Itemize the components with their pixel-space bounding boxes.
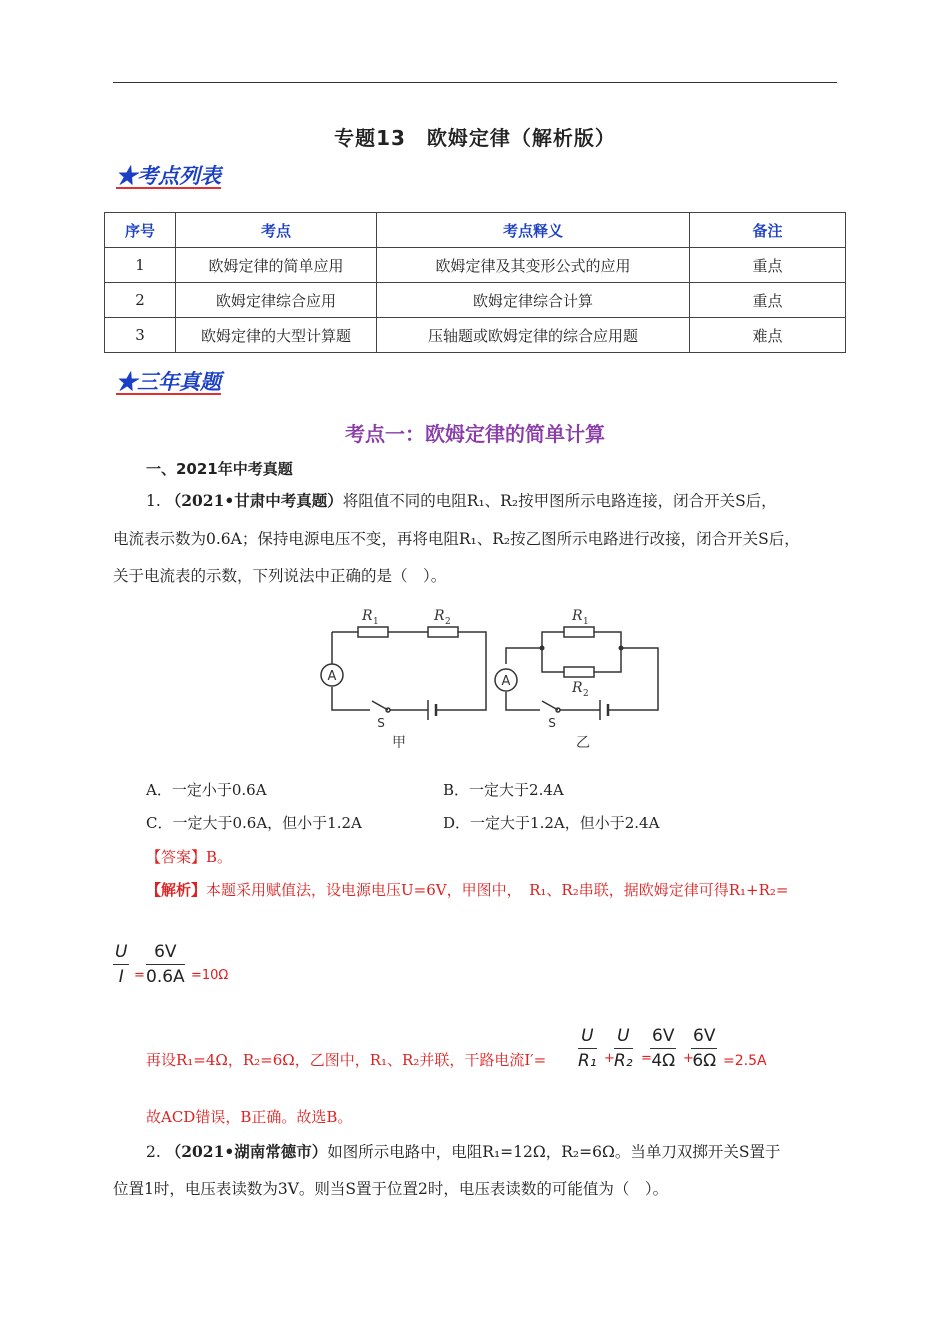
analysis-text: 本题采用赋值法，设电源电压U=6V，甲图中， R₁、R₂串联，据欧姆定律可得R₁+R₂= [206, 881, 789, 899]
eq2-f3-num: 6V [650, 1026, 676, 1049]
heading-key-points: ★考点列表 [116, 163, 221, 188]
table-header-cell: 考点 [176, 213, 377, 248]
circuit-jia-ammeter: A [327, 669, 337, 684]
question-text: 如图所示电路中，电阻R₁=12Ω，R₂=6Ω。当单刀双掷开关S置于 [327, 1143, 781, 1161]
eq2-fraction-6v-over-6ohm [691, 1026, 717, 1071]
table-cell: 难点 [690, 318, 846, 353]
eq2-fraction-u-over-r2 [614, 1026, 633, 1071]
circuit-jia-switch: S [377, 716, 385, 730]
question-source: （2021•甘肃中考真题） [165, 491, 343, 510]
conclusion: 故ACD错误，B正确。故选B。 [146, 1108, 353, 1126]
circuit-yi-caption: 乙 [576, 735, 590, 751]
table-cell: 欧姆定律综合计算 [377, 283, 690, 318]
table-cell: 欧姆定律的大型计算题 [176, 318, 377, 353]
table-cell: 欧姆定律的简单应用 [176, 248, 377, 283]
table-cell: 重点 [690, 283, 846, 318]
eq2-f2-num: U [614, 1026, 633, 1049]
circuit-jia-caption: 甲 [392, 735, 406, 751]
header-rule [113, 82, 837, 83]
eq1-equals: = [134, 968, 145, 983]
circuit-jia-r2-sub: 2 [445, 617, 451, 627]
question-source: （2021•湖南常德市） [165, 1142, 328, 1161]
table-row [105, 248, 846, 283]
key-points-table [104, 212, 846, 353]
table-row [105, 283, 846, 318]
table-cell: 重点 [690, 248, 846, 283]
eq2-f1-den: R₁ [578, 1051, 597, 1071]
analysis-label: 【解析】 [146, 881, 207, 899]
circuit-yi-ammeter: A [501, 674, 511, 689]
answer: 【答案】B。 [146, 848, 233, 866]
analysis-line-1 [146, 883, 788, 898]
circuit-yi-r1-sub: 1 [583, 617, 589, 627]
eq1-result: =10Ω [191, 968, 229, 983]
heading-exams: ★三年真题 [116, 369, 221, 394]
subsection-title: 一、2021年中考真题 [146, 460, 293, 478]
table-header-cell: 备注 [690, 213, 846, 248]
eq1-f1-num: U [113, 942, 129, 965]
option-b: B．一定大于2.4A [443, 781, 564, 799]
question-2-line-1 [146, 1144, 780, 1161]
eq1-f2-den: 0.6A [146, 967, 185, 987]
question-1-line-3: 关于电流表的示数，下列说法中正确的是（ ）。 [113, 567, 447, 585]
eq2-equals: = [641, 1051, 652, 1066]
table-cell: 1 [105, 248, 176, 283]
circuit-jia [321, 627, 486, 720]
eq2-fraction-u-over-r1 [578, 1026, 597, 1071]
circuit-yi-r2: R [572, 680, 583, 696]
eq1-fraction-6v-over-06a [146, 942, 185, 987]
eq2-plus-2: + [683, 1051, 694, 1066]
option-c: C．一定大于0.6A，但小于1.2A [146, 814, 362, 832]
circuit-yi-r2-sub: 2 [583, 689, 589, 699]
eq1-fraction-u-over-i [113, 942, 129, 987]
question-2-line-2: 位置1时，电压表读数为3V。则当S置于位置2时，电压表读数的可能值为（ ）。 [113, 1180, 669, 1198]
eq2-plus-1: + [604, 1051, 615, 1066]
eq2-f1-num: U [578, 1026, 597, 1049]
eq2-fraction-6v-over-4ohm [650, 1026, 676, 1071]
junction-dot [540, 646, 545, 651]
table-cell: 欧姆定律综合应用 [176, 283, 377, 318]
table-header-cell: 序号 [105, 213, 176, 248]
table-cell: 3 [105, 318, 176, 353]
option-a: A．一定小于0.6A [146, 781, 267, 799]
table-cell: 欧姆定律及其变形公式的应用 [377, 248, 690, 283]
table-cell: 压轴题或欧姆定律的综合应用题 [377, 318, 690, 353]
circuit-jia-r2: R [434, 608, 445, 624]
eq2-f4-num: 6V [691, 1026, 717, 1049]
eq2-f4-den: 6Ω [692, 1051, 717, 1071]
question-number: 1. [146, 492, 161, 510]
eq2-result: =2.5A [723, 1053, 767, 1069]
option-d: D．一定大于1.2A，但小于2.4A [443, 814, 660, 832]
question-1-line-1 [146, 493, 777, 510]
circuit-yi [495, 627, 658, 720]
table-row [105, 318, 846, 353]
table-header-row [105, 213, 846, 248]
eq2-f3-den: 4Ω [651, 1051, 676, 1071]
circuit-yi-r1: R [572, 608, 583, 624]
question-number: 2. [146, 1143, 161, 1161]
table-header-cell: 考点释义 [377, 213, 690, 248]
page-title: 专题13 欧姆定律（解析版） [334, 126, 616, 150]
junction-dot [619, 646, 624, 651]
section-title: 考点一：欧姆定律的简单计算 [345, 422, 605, 446]
question-1-line-2: 电流表示数为0.6A；保持电源电压不变，再将电阻R₁、R₂按乙图所示电路进行改接，闭合开关S后， [113, 530, 800, 548]
table-cell: 2 [105, 283, 176, 318]
circuit-jia-r1: R [362, 608, 373, 624]
eq1-f1-den: I [118, 967, 124, 987]
circuit-jia-r1-sub: 1 [373, 617, 379, 627]
eq2-f2-den: R₂ [614, 1051, 633, 1071]
circuit-diagrams [310, 600, 680, 755]
question-text: 将阻值不同的电阻R₁、R₂按甲图所示电路连接，闭合开关S后， [342, 492, 777, 510]
eq1-f2-num: 6V [146, 942, 185, 965]
circuit-yi-switch: S [548, 716, 556, 730]
analysis-line-2: 再设R₁=4Ω，R₂=6Ω，乙图中，R₁、R₂并联，干路电流I′= [146, 1051, 547, 1069]
